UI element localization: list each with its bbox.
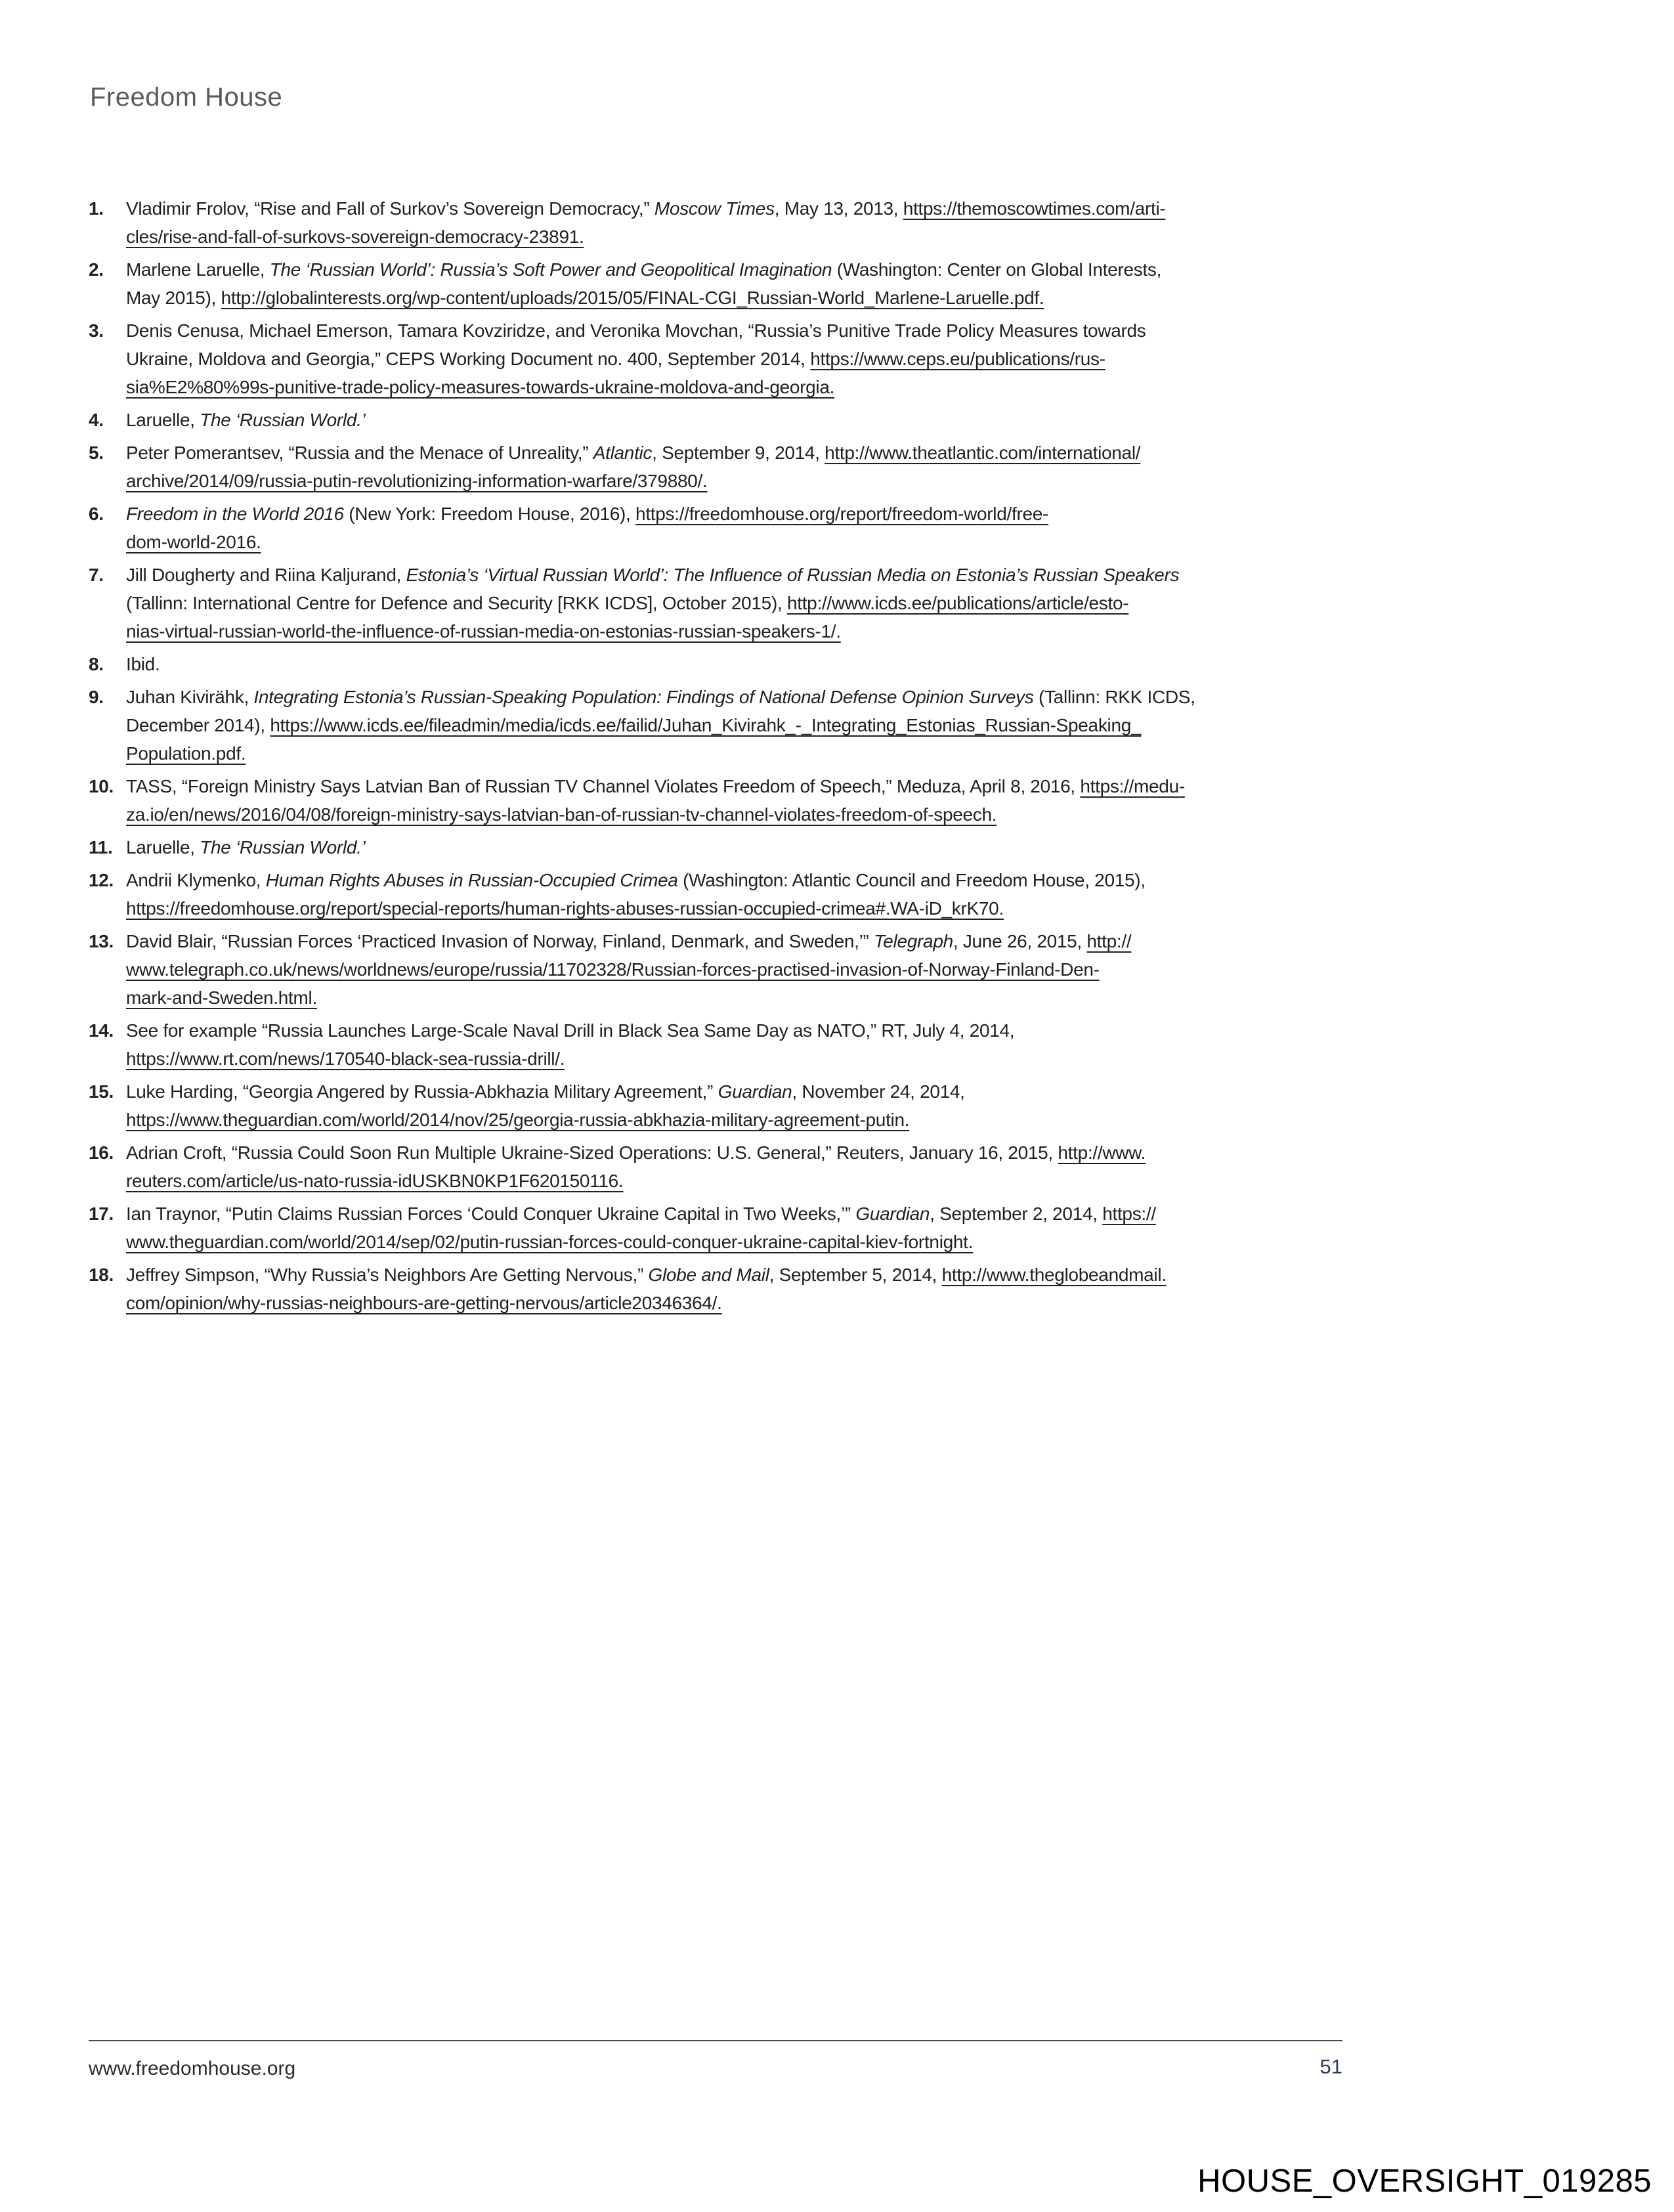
reference-url-link[interactable]: reuters.com/article/us-nato-russia-idUSKBN0KP1F620150116. xyxy=(126,1171,624,1191)
reference-number: 13. xyxy=(89,931,114,951)
reference-number: 12. xyxy=(89,870,114,890)
page-number: 51 xyxy=(1320,2055,1342,2078)
reference-url-link[interactable]: https://www.ceps.eu/publications/rus- xyxy=(810,349,1105,369)
reference-text-segment: Denis Cenusa, Michael Emerson, Tamara Kovziridze, and Veronika Movchan, “Russia’s Punitive Trade Policy Measures towards xyxy=(126,320,1146,341)
reference-number: 15. xyxy=(89,1081,114,1102)
reference-item xyxy=(89,1016,1349,1073)
reference-url-link[interactable]: https://www.rt.com/news/170540-black-sea-russia-drill/. xyxy=(126,1049,565,1069)
reference-publication-title: The ‘Russian World.’ xyxy=(200,410,366,430)
reference-item xyxy=(89,927,1349,1012)
reference-number: 6. xyxy=(89,504,104,524)
reference-number: 9. xyxy=(89,687,104,707)
reference-url-link[interactable]: www.telegraph.co.uk/news/worldnews/europe/russia/11702328/Russian-forces-practised-invasion-of-Norway-Finland-Den- xyxy=(126,959,1100,980)
reference-item xyxy=(89,866,1349,922)
reference-publication-title: Guardian xyxy=(855,1204,930,1224)
reference-text-segment: , September 5, 2014, xyxy=(769,1265,942,1285)
reference-publication-title: Guardian xyxy=(718,1081,792,1102)
reference-text xyxy=(126,927,1349,1012)
reference-text-segment: , June 26, 2015, xyxy=(953,931,1087,951)
reference-url-link[interactable]: cles/rise-and-fall-of-surkovs-sovereign-democracy-23891. xyxy=(126,227,584,247)
reference-text xyxy=(126,316,1349,401)
reference-text xyxy=(126,255,1349,312)
reference-url-link[interactable]: https://freedomhouse.org/report/special-reports/human-rights-abuses-russian-occupied-crimea#.WA-iD_krK70. xyxy=(126,898,1004,919)
reference-url-link[interactable]: http://www.theatlantic.com/international/ xyxy=(825,443,1141,463)
reference-url-link[interactable]: http://www.icds.ee/publications/article/esto- xyxy=(786,593,1129,613)
reference-url-link[interactable]: mark-and-Sweden.html. xyxy=(126,987,317,1008)
reference-url-link[interactable]: com/opinion/why-russias-neighbours-are-getting-nervous/article20346364/. xyxy=(126,1293,722,1313)
reference-url-link[interactable]: http:// xyxy=(1086,931,1132,951)
reference-text xyxy=(126,406,1349,434)
reference-url-link[interactable]: https://freedomhouse.org/report/freedom-world/free- xyxy=(635,504,1049,524)
reference-item xyxy=(89,561,1349,645)
reference-text xyxy=(126,439,1349,495)
reference-item xyxy=(89,650,1349,678)
reference-text-segment: Laruelle, xyxy=(126,410,200,430)
reference-url-link[interactable]: sia%E2%80%99s-punitive-trade-policy-measures-towards-ukraine-moldova-and-georgia. xyxy=(126,377,835,397)
reference-url-link[interactable]: http://www. xyxy=(1058,1142,1146,1163)
reference-text-segment: , September 9, 2014, xyxy=(652,443,825,463)
reference-number: 8. xyxy=(89,654,104,674)
reference-item xyxy=(89,406,1349,434)
reference-text-segment: Jeffrey Simpson, “Why Russia’s Neighbors Are Getting Nervous,” xyxy=(126,1265,649,1285)
reference-text xyxy=(126,500,1349,556)
reference-number: 10. xyxy=(89,776,114,796)
reference-text-segment: See for example “Russia Launches Large-Scale Naval Drill in Black Sea Same Day as NATO,” RT, July 4, 2014, xyxy=(126,1020,1015,1041)
reference-item xyxy=(89,194,1349,251)
reference-text xyxy=(126,833,1349,861)
reference-text xyxy=(126,1139,1349,1195)
reference-number: 7. xyxy=(89,565,104,585)
reference-text xyxy=(126,772,1349,829)
reference-text-segment: , November 24, 2014, xyxy=(792,1081,965,1102)
reference-item xyxy=(89,1200,1349,1256)
reference-publication-title: Telegraph xyxy=(874,931,953,951)
references-list xyxy=(89,194,1349,1322)
reference-url-link[interactable]: https://www.theguardian.com/world/2014/nov/25/georgia-russia-abkhazia-military-agreement-putin. xyxy=(126,1110,910,1130)
reference-text-segment: Marlene Laruelle, xyxy=(126,259,270,280)
reference-text-segment: (New York: Freedom House, 2016), xyxy=(343,504,636,524)
reference-publication-title: Integrating Estonia’s Russian-Speaking Population: Findings of National Defense Opinion Surveys xyxy=(253,687,1034,707)
footer-website-link[interactable]: www.freedomhouse.org xyxy=(89,2058,296,2079)
reference-number: 3. xyxy=(89,320,104,341)
reference-text-segment: (Washington: Center on Global Interests, xyxy=(832,259,1162,280)
reference-item xyxy=(89,683,1349,768)
reference-text-segment: Luke Harding, “Georgia Angered by Russia-Abkhazia Military Agreement,” xyxy=(126,1081,718,1102)
reference-url-link[interactable]: www.theguardian.com/world/2014/sep/02/putin-russian-forces-could-conquer-ukraine-capital-kiev-fortnight. xyxy=(126,1232,974,1252)
reference-text-segment: Ibid. xyxy=(126,654,160,674)
reference-text-segment: (Washington: Atlantic Council and Freedom House, 2015), xyxy=(677,870,1146,890)
reference-number: 14. xyxy=(89,1020,114,1041)
reference-text-segment: May 2015), xyxy=(126,288,221,308)
reference-url-link[interactable]: Population.pdf. xyxy=(126,743,246,764)
reference-text-segment: , May 13, 2013, xyxy=(774,198,903,219)
reference-number: 11. xyxy=(89,837,113,857)
reference-text xyxy=(126,866,1349,922)
bates-stamp: HOUSE_OVERSIGHT_019285 xyxy=(1197,2163,1652,2199)
reference-url-link[interactable]: http://globalinterests.org/wp-content/uploads/2015/05/FINAL-CGI_Russian-World_Marlene-Laruelle.pdf. xyxy=(221,288,1044,308)
reference-publication-title: The ‘Russian World’: Russia’s Soft Power and Geopolitical Imagination xyxy=(269,259,832,280)
reference-publication-title: Freedom in the World 2016 xyxy=(126,504,344,524)
reference-number: 18. xyxy=(89,1265,114,1285)
reference-number: 1. xyxy=(89,198,104,219)
reference-text xyxy=(126,1261,1349,1317)
reference-item xyxy=(89,316,1349,401)
reference-item xyxy=(89,833,1349,861)
reference-text-segment: December 2014), xyxy=(126,715,270,735)
reference-text xyxy=(126,561,1349,645)
reference-text-segment: Peter Pomerantsev, “Russia and the Menace of Unreality,” xyxy=(126,443,593,463)
reference-text-segment: (Tallinn: International Centre for Defence and Security [RKK ICDS], October 2015), xyxy=(126,593,787,613)
reference-text xyxy=(126,650,1349,678)
reference-publication-title: Atlantic xyxy=(593,443,653,463)
reference-item xyxy=(89,772,1349,829)
reference-publication-title: Estonia’s ‘Virtual Russian World’: The Influence of Russian Media on Estonia’s Russian Speakers xyxy=(406,565,1180,585)
reference-text-segment: Ian Traynor, “Putin Claims Russian Forces ‘Could Conquer Ukraine Capital in Two Weeks,’” xyxy=(126,1204,856,1224)
reference-url-link[interactable]: dom-world-2016. xyxy=(126,532,261,552)
reference-url-link[interactable]: https:// xyxy=(1102,1204,1156,1224)
reference-publication-title: Globe and Mail xyxy=(648,1265,769,1285)
reference-text-segment: Juhan Kivirähk, xyxy=(126,687,254,707)
reference-url-link[interactable]: archive/2014/09/russia-putin-revolutionizing-information-warfare/379880/. xyxy=(126,471,708,491)
reference-number: 17. xyxy=(89,1204,114,1224)
reference-text xyxy=(126,1016,1349,1073)
reference-text-segment: Ukraine, Moldova and Georgia,” CEPS Working Document no. 400, September 2014, xyxy=(126,349,811,369)
reference-number: 5. xyxy=(89,443,104,463)
reference-text-segment: Andrii Klymenko, xyxy=(126,870,266,890)
footer-divider xyxy=(89,2040,1342,2041)
reference-text xyxy=(126,1077,1349,1134)
reference-url-link[interactable]: https://medu- xyxy=(1080,776,1185,796)
reference-url-link[interactable]: http://www.theglobeandmail. xyxy=(941,1265,1167,1285)
reference-text-segment: Adrian Croft, “Russia Could Soon Run Multiple Ukraine-Sized Operations: U.S. General,” Reuters, January 16, 2015, xyxy=(126,1142,1058,1163)
reference-text-segment: , September 2, 2014, xyxy=(930,1204,1103,1224)
page-title: Freedom House xyxy=(90,83,283,112)
reference-url-link[interactable]: za.io/en/news/2016/04/08/foreign-ministry-says-latvian-ban-of-russian-tv-channel-violates-freedom-of-speech. xyxy=(126,804,997,825)
reference-publication-title: Human Rights Abuses in Russian-Occupied Crimea xyxy=(265,870,678,890)
reference-publication-title: Moscow Times xyxy=(654,198,775,219)
reference-item xyxy=(89,1261,1349,1317)
reference-number: 2. xyxy=(89,259,104,280)
reference-url-link[interactable]: https://www.icds.ee/fileadmin/media/icds.ee/failid/Juhan_Kivirahk_-_Integrating_Estonias_Russian-Speaking_ xyxy=(270,715,1142,735)
reference-text-segment: TASS, “Foreign Ministry Says Latvian Ban of Russian TV Channel Violates Freedom of Speech,” Meduza, April 8, 2016, xyxy=(126,776,1081,796)
reference-text-segment: Vladimir Frolov, “Rise and Fall of Surkov’s Sovereign Democracy,” xyxy=(126,198,655,219)
reference-url-link[interactable]: nias-virtual-russian-world-the-influence-of-russian-media-on-estonias-russian-speakers-1/. xyxy=(126,621,841,641)
reference-url-link[interactable]: https://themoscowtimes.com/arti- xyxy=(903,198,1166,219)
reference-item xyxy=(89,1139,1349,1195)
reference-item xyxy=(89,255,1349,312)
reference-text-segment: Laruelle, xyxy=(126,837,200,857)
reference-item xyxy=(89,439,1349,495)
reference-number: 16. xyxy=(89,1142,114,1163)
reference-text-segment: (Tallinn: RKK ICDS, xyxy=(1033,687,1195,707)
reference-item xyxy=(89,1077,1349,1134)
reference-text xyxy=(126,1200,1349,1256)
reference-number: 4. xyxy=(89,410,104,430)
reference-text-segment: David Blair, “Russian Forces ‘Practiced Invasion of Norway, Finland, Denmark, and Sweden,’” xyxy=(126,931,874,951)
reference-text xyxy=(126,194,1349,251)
reference-item xyxy=(89,500,1349,556)
reference-publication-title: The ‘Russian World.’ xyxy=(200,837,366,857)
reference-text-segment: Jill Dougherty and Riina Kaljurand, xyxy=(126,565,406,585)
reference-text xyxy=(126,683,1349,768)
